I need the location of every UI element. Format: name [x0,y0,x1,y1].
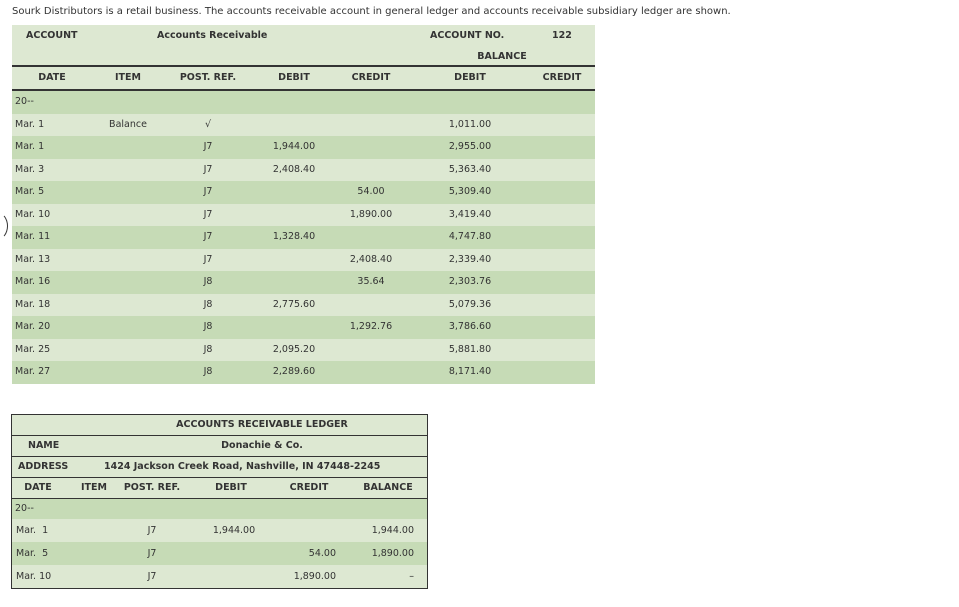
sl-year: 20-- [15,503,34,514]
gl-balance-debit-cell: 2,339.40 [448,253,492,265]
gl-date-cell: Mar. 20 [15,321,51,332]
gl-year: 20-- [15,96,34,107]
sl-date-cell: Mar. 1 [16,525,49,536]
gl-header-debit: DEBIT [278,71,310,83]
sl-date-cell: Mar. 5 [16,548,49,559]
gl-balance-debit-cell: 4,747.80 [448,231,492,242]
gl-header-credit: CREDIT [351,71,391,83]
gl-post-ref-cell: J7 [203,141,213,152]
gl-credit-cell: 1,292.76 [349,321,393,332]
sl-title: ACCOUNTS RECEIVABLE LEDGER [176,419,348,430]
gl-table-row [12,361,595,384]
gl-date-cell: Mar. 25 [15,343,51,355]
gl-table-row [12,249,595,272]
gl-table-row [12,114,595,137]
gl-balance-debit-cell: 2,955.00 [448,141,492,152]
sl-header-post-ref: POST. REF. [123,482,181,493]
sl-debit-cell: 1,944.00 [212,525,256,536]
gl-table-row [12,226,595,249]
gl-account-row [12,25,595,48]
sl-name-row [12,436,427,457]
gl-account-no: 122 [552,30,572,41]
gl-balance-debit-cell: 8,171.40 [448,366,492,377]
gl-balance-label: BALANCE [477,50,527,62]
gl-balance-debit-cell: 5,079.36 [448,298,492,310]
sl-name-label: NAME [28,440,60,451]
gl-table-row [12,204,595,227]
gl-post-ref-cell: J8 [203,276,213,287]
gl-table-row [12,316,595,339]
gl-post-ref-cell: J7 [203,253,213,265]
sl-credit-cell: 1,890.00 [293,571,336,582]
gl-balance-debit-cell: 2,303.76 [448,276,492,287]
gl-year-row [12,91,595,114]
gl-balance-debit-cell: 1,011.00 [448,118,492,130]
side-arc-decoration [0,212,8,240]
gl-debit-cell: 1,944.00 [272,141,316,152]
sl-balance-cell: 1,944.00 [371,525,414,536]
general-ledger-table [12,25,595,384]
gl-debit-cell: 2,408.40 [272,163,316,175]
sl-address: 1424 Jackson Creek Road, Nashville, IN 47448-2245 [104,461,381,472]
gl-post-ref-cell: J8 [203,298,213,310]
gl-header-row [12,67,595,92]
sl-post-ref-cell: J7 [147,525,157,536]
sl-header-item: ITEM [81,482,107,493]
gl-table-row [12,339,595,362]
gl-balance-row [12,48,595,67]
sl-table-row [12,565,427,588]
gl-balance-debit-cell: 5,881.80 [448,343,492,355]
sl-header-date: DATE [24,482,52,493]
gl-debit-cell: 2,775.60 [272,298,316,310]
gl-debit-cell: 1,328.40 [272,231,316,242]
gl-balance-debit-cell: 3,786.60 [448,321,492,332]
sl-credit-cell: 54.00 [308,548,336,559]
sl-post-ref-cell: J7 [147,548,157,559]
sl-header-debit: DEBIT [215,482,247,493]
gl-balance-debit-cell: 5,309.40 [448,186,492,197]
sl-title-row [12,415,427,436]
gl-table-row [12,159,595,182]
gl-debit-cell: 2,289.60 [272,366,316,377]
sl-year-row [12,499,427,519]
gl-credit-cell: 54.00 [357,186,385,197]
gl-item-cell: Balance [109,118,147,130]
gl-post-ref-cell: J8 [203,321,213,332]
gl-balance-debit-cell: 5,363.40 [448,163,492,175]
gl-header-date: DATE [38,71,66,83]
gl-date-cell: Mar. 5 [15,186,45,197]
gl-balance-debit-cell: 3,419.40 [448,208,492,220]
gl-post-ref-cell: J7 [203,163,213,175]
sl-header-credit: CREDIT [289,482,329,493]
gl-post-ref-cell: J7 [203,186,213,197]
gl-post-ref-cell: J7 [203,231,213,242]
gl-date-cell: Mar. 11 [15,231,51,242]
sl-post-ref-cell: J7 [147,571,157,582]
sl-address-row [12,457,427,478]
gl-account-name: Accounts Receivable [157,30,268,41]
gl-post-ref-cell: J8 [203,366,213,377]
gl-header-balance-debit: DEBIT [454,71,486,83]
intro-text: Sourk Distributors is a retail business. The accounts receivable account in general ledger and accounts receivable subsidiary ledger are shown. [12,6,731,17]
sl-header-row [12,478,427,499]
sl-address-label: ADDRESS [18,461,69,472]
gl-account-label: ACCOUNT [26,30,78,41]
sl-header-balance: BALANCE [363,482,413,493]
sl-table-row [12,542,427,565]
subsidiary-ledger-table [11,414,428,589]
gl-credit-cell: 2,408.40 [349,253,393,265]
gl-header-balance-credit: CREDIT [542,71,582,83]
sl-date-cell: Mar. 10 [16,571,52,582]
gl-post-ref-cell: √ [204,118,212,130]
gl-date-cell: Mar. 3 [15,163,45,175]
gl-credit-cell: 35.64 [357,276,385,287]
sl-balance-cell: – [409,571,414,582]
gl-date-cell: Mar. 10 [15,208,51,220]
gl-date-cell: Mar. 1 [15,118,45,130]
gl-date-cell: Mar. 13 [15,253,51,265]
sl-table-row [12,519,427,542]
gl-post-ref-cell: J7 [203,208,213,220]
gl-header-item: ITEM [115,71,141,83]
gl-table-row [12,294,595,317]
gl-credit-cell: 1,890.00 [349,208,393,220]
gl-post-ref-cell: J8 [203,343,213,355]
gl-account-no-label: ACCOUNT NO. [430,30,505,41]
gl-date-cell: Mar. 18 [15,298,51,310]
sl-name: Donachie & Co. [221,440,303,451]
sl-balance-cell: 1,890.00 [371,548,414,559]
gl-header-post-ref: POST. REF. [179,71,237,83]
gl-table-row [12,271,595,294]
gl-debit-cell: 2,095.20 [272,343,316,355]
gl-table-row [12,136,595,159]
gl-date-cell: Mar. 1 [15,141,45,152]
gl-table-row [12,181,595,204]
gl-date-cell: Mar. 27 [15,366,51,377]
gl-date-cell: Mar. 16 [15,276,51,287]
